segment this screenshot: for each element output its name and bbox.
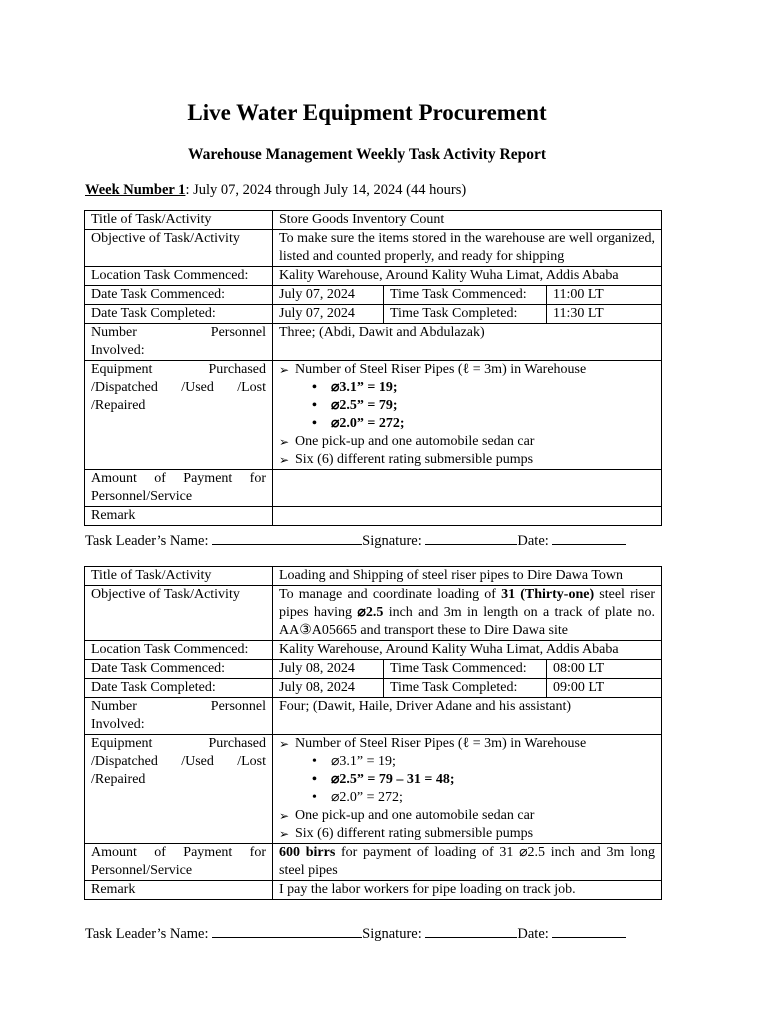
time-completed-value: 09:00 LT <box>553 680 605 695</box>
task-remark: I pay the labor workers for pipe loading on track job. <box>273 881 662 900</box>
list-item: ➢ One pick-up and one automobile sedan car <box>279 433 655 451</box>
date-completed-value: July 07, 2024 <box>273 305 384 323</box>
list-item: ➢ One pick-up and one automobile sedan car <box>279 807 655 825</box>
task-payment <box>273 470 662 507</box>
task-personnel: Three; (Abdi, Dawit and Abdulazak) <box>273 324 662 361</box>
week-line <box>85 182 466 199</box>
label-personnel: Number Personnel Involved: <box>85 324 273 361</box>
time-commenced-value: 11:00 LT <box>553 287 604 302</box>
list-item: • ⌀3.1” = 19; <box>295 379 655 397</box>
label-location: Location Task Commenced: <box>85 641 273 660</box>
page-subtitle: Warehouse Management Weekly Task Activity Report <box>187 146 547 163</box>
date-completed-value: July 08, 2024 <box>273 679 384 697</box>
list-item: • ⌀2.5” = 79; <box>295 397 655 415</box>
list-item: • ⌀2.0” = 272; <box>295 415 655 433</box>
label-title: Title of Task/Activity <box>85 211 273 230</box>
list-item: ➢ Six (6) different rating submersible pumps <box>279 451 655 469</box>
task-payment: 600 birrs for payment of loading of 31 ⌀2.5 inch and 3m long steel pipes <box>273 844 662 881</box>
label-date-completed: Date Task Completed: <box>85 679 273 698</box>
label-equipment: Equipment Purchased /Dispatched /Used /Lost /Repaired <box>85 735 273 844</box>
task-title: Store Goods Inventory Count <box>273 211 662 230</box>
label-remark: Remark <box>85 507 273 526</box>
task-equipment <box>273 735 662 844</box>
task-table-2 <box>84 566 662 900</box>
label-time-completed: Time Task Completed: <box>384 305 547 323</box>
label-location: Location Task Commenced: <box>85 267 273 286</box>
task-location: Kality Warehouse, Around Kality Wuha Limat, Addis Ababa <box>273 641 662 660</box>
task-location: Kality Warehouse, Around Kality Wuha Limat, Addis Ababa <box>273 267 662 286</box>
label-time-commenced: Time Task Commenced: <box>384 660 547 678</box>
task-objective: To make sure the items stored in the warehouse are well organized, listed and counted properly, and ready for shipping <box>273 230 662 267</box>
task-objective: To manage and coordinate loading of 31 (Thirty-one) steel riser pipes having ⌀2.5 inch and 3m in length on a track of plate no. AA③A05665 and transport these to Dire Dawa site <box>273 586 662 641</box>
task-title: Loading and Shipping of steel riser pipes to Dire Dawa Town <box>273 567 662 586</box>
label-personnel: Number Personnel Involved: <box>85 698 273 735</box>
list-item: ➢ Number of Steel Riser Pipes (ℓ = 3m) in Warehouse • ⌀3.1” = 19; • ⌀2.5” = 79; • ⌀2.0” = 272; <box>279 361 655 433</box>
week-label: Week Number 1 <box>85 182 186 198</box>
label-date-completed: Date Task Completed: <box>85 305 273 324</box>
label-equipment: Equipment Purchased /Dispatched /Used /Lost /Repaired <box>85 361 273 470</box>
label-payment: Amount of Payment for Personnel/Service <box>85 470 273 507</box>
label-date-commenced: Date Task Commenced: <box>85 286 273 305</box>
task-equipment <box>273 361 662 470</box>
task-table-1 <box>84 210 662 526</box>
label-time-completed: Time Task Completed: <box>384 679 547 697</box>
date-commenced-value: July 07, 2024 <box>273 286 384 304</box>
label-objective: Objective of Task/Activity <box>85 230 273 267</box>
label-payment: Amount of Payment for Personnel/Service <box>85 844 273 881</box>
page-title: Live Water Equipment Procurement <box>187 100 547 125</box>
week-range: : July 07, 2024 through July 14, 2024 (44 hours) <box>185 182 467 198</box>
list-item: • ⌀2.5” = 79 – 31 = 48; <box>295 771 655 789</box>
label-time-commenced: Time Task Commenced: <box>384 286 547 304</box>
time-completed-value: 11:30 LT <box>553 306 604 321</box>
task-leader-line-2: Task Leader’s Name: Signature: Date: <box>85 925 626 943</box>
date-commenced-value: July 08, 2024 <box>273 660 384 678</box>
label-remark: Remark <box>85 881 273 900</box>
task-personnel: Four; (Dawit, Haile, Driver Adane and his assistant) <box>273 698 662 735</box>
label-objective: Objective of Task/Activity <box>85 586 273 641</box>
list-item: ➢ Six (6) different rating submersible pumps <box>279 825 655 843</box>
label-title: Title of Task/Activity <box>85 567 273 586</box>
label-date-commenced: Date Task Commenced: <box>85 660 273 679</box>
list-item: • ⌀3.1” = 19; <box>295 753 655 771</box>
time-commenced-value: 08:00 LT <box>553 661 605 676</box>
list-item: • ⌀2.0” = 272; <box>295 789 655 807</box>
list-item: ➢ Number of Steel Riser Pipes (ℓ = 3m) in Warehouse • ⌀3.1” = 19; • ⌀2.5” = 79 – 31 = 48; • ⌀2.0” = 272; <box>279 735 655 807</box>
task-leader-line-1: Task Leader’s Name: Signature: Date: <box>85 532 626 550</box>
task-remark <box>273 507 662 526</box>
